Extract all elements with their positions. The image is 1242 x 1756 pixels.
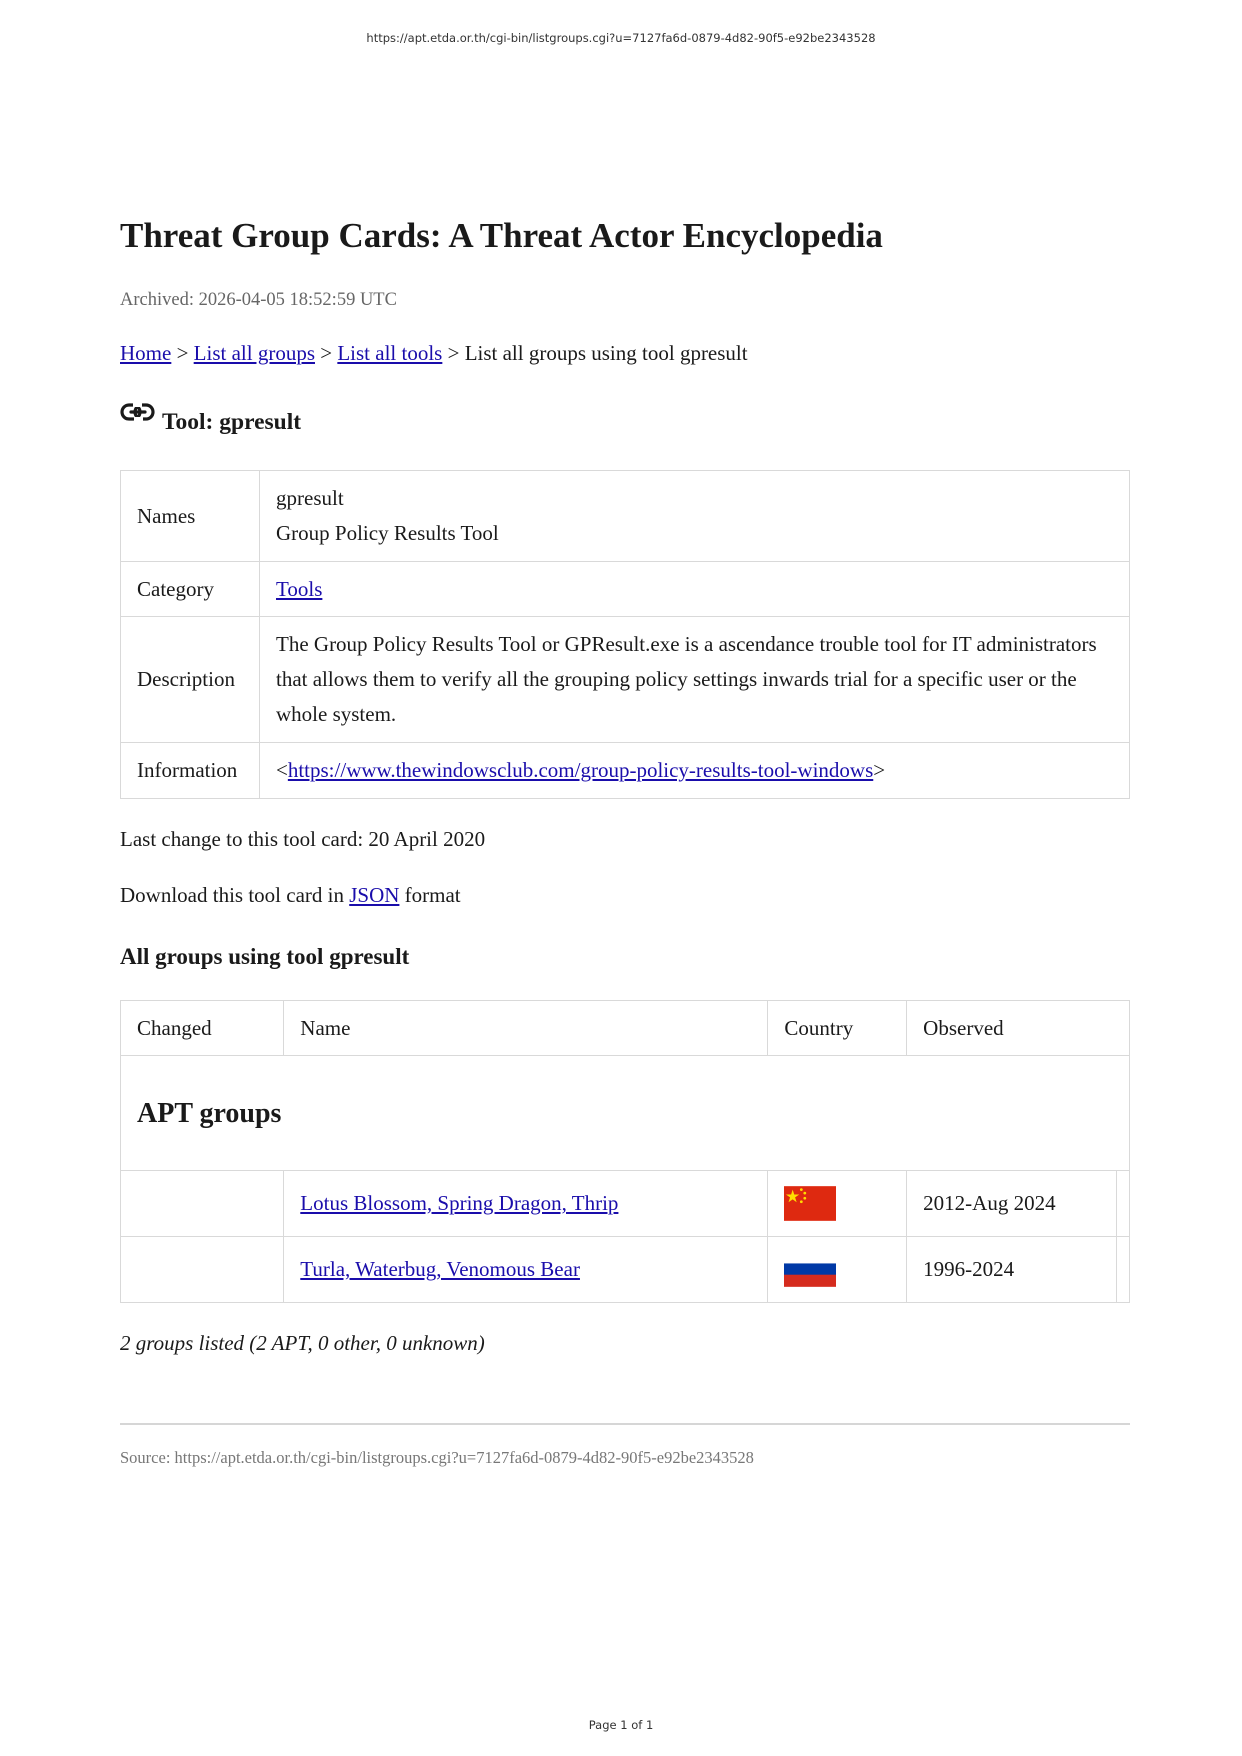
cell-observed: 1996-2024 <box>907 1237 1117 1303</box>
groups-heading: All groups using tool gpresult <box>120 944 410 969</box>
tool-name-primary: gpresult <box>276 486 344 510</box>
description-label: Description <box>121 617 260 743</box>
information-url-link[interactable]: https://www.thewindowsclub.com/group-policy-results-tool-windows <box>287 758 874 782</box>
groups-table-header <box>121 1001 1130 1056</box>
cell-changed <box>121 1171 284 1237</box>
tool-info-table <box>120 470 1130 799</box>
download-prefix: Download this tool card in <box>120 883 344 907</box>
breadcrumb-separator: > <box>320 341 333 365</box>
breadcrumb-separator: > <box>176 341 189 365</box>
category-label: Category <box>121 562 260 617</box>
download-suffix: format <box>404 883 461 907</box>
info-bracket-open: < <box>276 758 288 782</box>
download-text <box>120 882 461 908</box>
tool-row-names <box>121 471 1130 562</box>
section-row <box>121 1056 1130 1171</box>
category-value <box>260 562 1130 617</box>
link-icon <box>120 402 156 424</box>
information-label: Information <box>121 743 260 799</box>
column-header-name: Name <box>284 1001 768 1056</box>
print-footer-page-number: Page 1 of 1 <box>588 1718 654 1732</box>
breadcrumb-home-link[interactable]: Home <box>120 341 172 365</box>
table-row <box>121 1237 1130 1303</box>
tool-heading <box>120 400 301 436</box>
source-url: Source: https://apt.etda.or.th/cgi-bin/listgroups.cgi?u=7127fa6d-0879-4d82-90f5-e92be2343528 <box>120 1448 754 1467</box>
download-json-link[interactable]: JSON <box>349 883 400 907</box>
names-value <box>260 471 1130 562</box>
page-title: Threat Group Cards: A Threat Actor Encyclopedia <box>120 216 883 255</box>
archived-timestamp: Archived: 2026-04-05 18:52:59 UTC <box>120 290 397 310</box>
cell-trailing <box>1117 1171 1130 1237</box>
print-header-url: https://apt.etda.or.th/cgi-bin/listgroups.cgi?u=7127fa6d-0879-4d82-90f5-e92be2343528 <box>366 31 876 45</box>
column-header-observed: Observed <box>907 1001 1130 1056</box>
tool-row-description <box>121 617 1130 743</box>
china-flag-icon <box>784 1186 836 1221</box>
tool-name-alias: Group Policy Results Tool <box>276 521 499 545</box>
description-value: The Group Policy Results Tool or GPResult.exe is a ascendance trouble tool for IT administrators that allows them to verify all the grouping policy settings inwards trial for a specific user or the whole system. <box>260 617 1130 743</box>
table-row <box>121 1171 1130 1237</box>
info-bracket-close: > <box>873 758 886 782</box>
breadcrumb <box>120 340 748 366</box>
group-link[interactable]: Turla, Waterbug, Venomous Bear <box>300 1257 580 1281</box>
breadcrumb-list-tools-link[interactable]: List all tools <box>337 341 443 365</box>
category-tools-link[interactable]: Tools <box>276 576 323 601</box>
russia-flag-icon <box>784 1252 836 1287</box>
cell-observed: 2012-Aug 2024 <box>907 1171 1117 1237</box>
information-value <box>260 743 1130 799</box>
cell-country <box>768 1237 907 1303</box>
cell-country <box>768 1171 907 1237</box>
breadcrumb-list-groups-link[interactable]: List all groups <box>193 341 315 365</box>
tool-row-category <box>121 562 1130 617</box>
cell-trailing <box>1117 1237 1130 1303</box>
column-header-country: Country <box>768 1001 907 1056</box>
groups-summary: 2 groups listed (2 APT, 0 other, 0 unknown) <box>120 1331 485 1355</box>
last-change-text: Last change to this tool card: 20 April 2020 <box>120 827 486 851</box>
breadcrumb-separator: > <box>447 341 460 365</box>
group-link[interactable]: Lotus Blossom, Spring Dragon, Thrip <box>300 1191 619 1215</box>
tool-title: Tool: gpresult <box>162 409 302 435</box>
groups-table <box>120 1000 1130 1303</box>
column-header-changed: Changed <box>121 1001 284 1056</box>
breadcrumb-current: List all groups using tool gpresult <box>464 341 748 365</box>
cell-name <box>284 1171 768 1237</box>
names-label: Names <box>121 471 260 562</box>
section-title-apt-groups: APT groups <box>121 1056 1130 1171</box>
cell-name <box>284 1237 768 1303</box>
divider <box>120 1423 1130 1425</box>
cell-changed <box>121 1237 284 1303</box>
tool-row-information <box>121 743 1130 799</box>
